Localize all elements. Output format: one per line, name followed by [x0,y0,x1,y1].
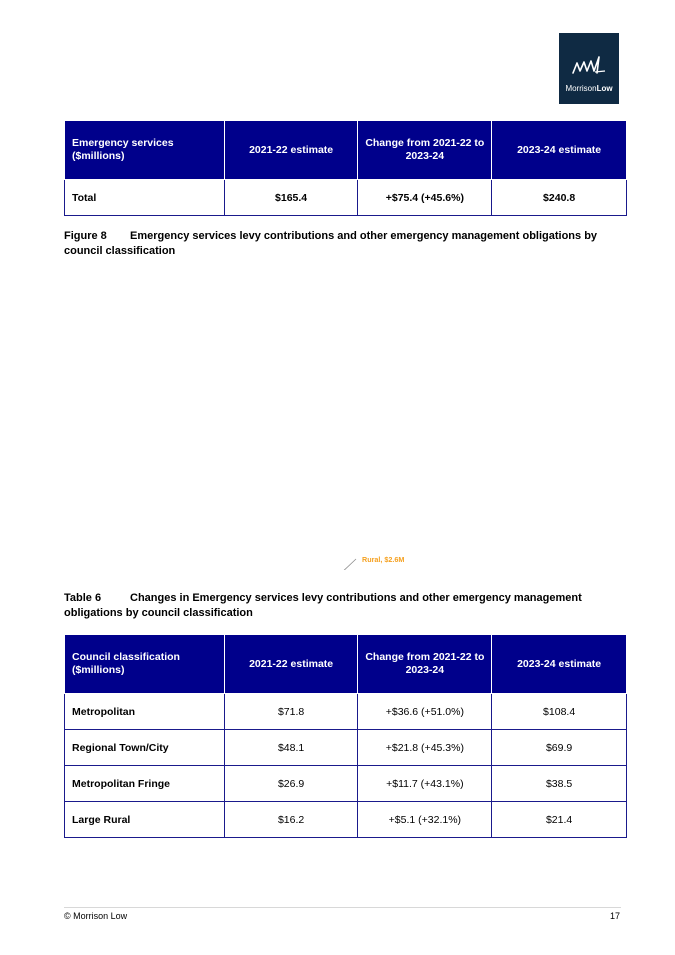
cell-2021-22: $26.9 [224,766,358,802]
cell-2021-22: $48.1 [224,730,358,766]
pie-chart [0,270,675,570]
cell-2023-24: $69.9 [492,730,627,766]
cell-2021-22: $71.8 [224,694,358,730]
cell-2021-22: $16.2 [224,802,358,838]
footer-divider [64,907,621,908]
column-header: 2023-24 estimate [492,635,627,694]
row-label: Metropolitan Fringe [65,766,225,802]
cell-change: +$21.8 (+45.3%) [358,730,492,766]
figure-caption [64,229,624,259]
row-label: Total [65,180,225,216]
cell-change: +$11.7 (+43.1%) [358,766,492,802]
table-row [65,766,627,802]
council-classification-table [64,634,627,838]
table-header-row [65,635,627,694]
column-header: Change from 2021-22 to 2023-24 [358,121,492,180]
table-row [65,730,627,766]
cell-change: +$36.6 (+51.0%) [358,694,492,730]
column-header: Council classification ($millions) [65,635,225,694]
table-row [65,802,627,838]
pie-label-rural: Rural, $2.6M [362,555,405,564]
page-number: 17 [609,911,620,921]
table-header-row [65,121,627,180]
column-header: 2021-22 estimate [224,121,358,180]
cell-change: +$75.4 (+45.6%) [358,180,492,216]
table-title: Changes in Emergency services levy contributions and other emergency management obligations by council classification [64,592,582,619]
cell-2023-24: $108.4 [492,694,627,730]
column-header: Emergency services ($millions) [65,121,225,180]
column-header: 2021-22 estimate [224,635,358,694]
logo-wordmark: MorrisonLow [565,83,613,93]
column-header: 2023-24 estimate [492,121,627,180]
column-header: Change from 2021-22 to 2023-24 [358,635,492,694]
logo-mark-icon [559,53,619,77]
cell-2021-22: $165.4 [224,180,358,216]
table-caption [64,591,624,621]
row-label: Large Rural [65,802,225,838]
footer-copyright: © Morrison Low [64,911,128,921]
figure-number: Figure 8 [64,230,107,242]
row-label: Regional Town/City [65,730,225,766]
figure-title: Emergency services levy contributions and other emergency management obligations by council classification [64,230,598,257]
morrison-low-logo [559,33,619,104]
table-number: Table 6 [64,592,102,604]
cell-change: +$5.1 (+32.1%) [358,802,492,838]
table-row [65,180,627,216]
cell-2023-24: $240.8 [492,180,627,216]
cell-2023-24: $38.5 [492,766,627,802]
cell-2023-24: $21.4 [492,802,627,838]
row-label: Metropolitan [65,694,225,730]
table-row [65,694,627,730]
emergency-services-total-table [64,120,627,216]
